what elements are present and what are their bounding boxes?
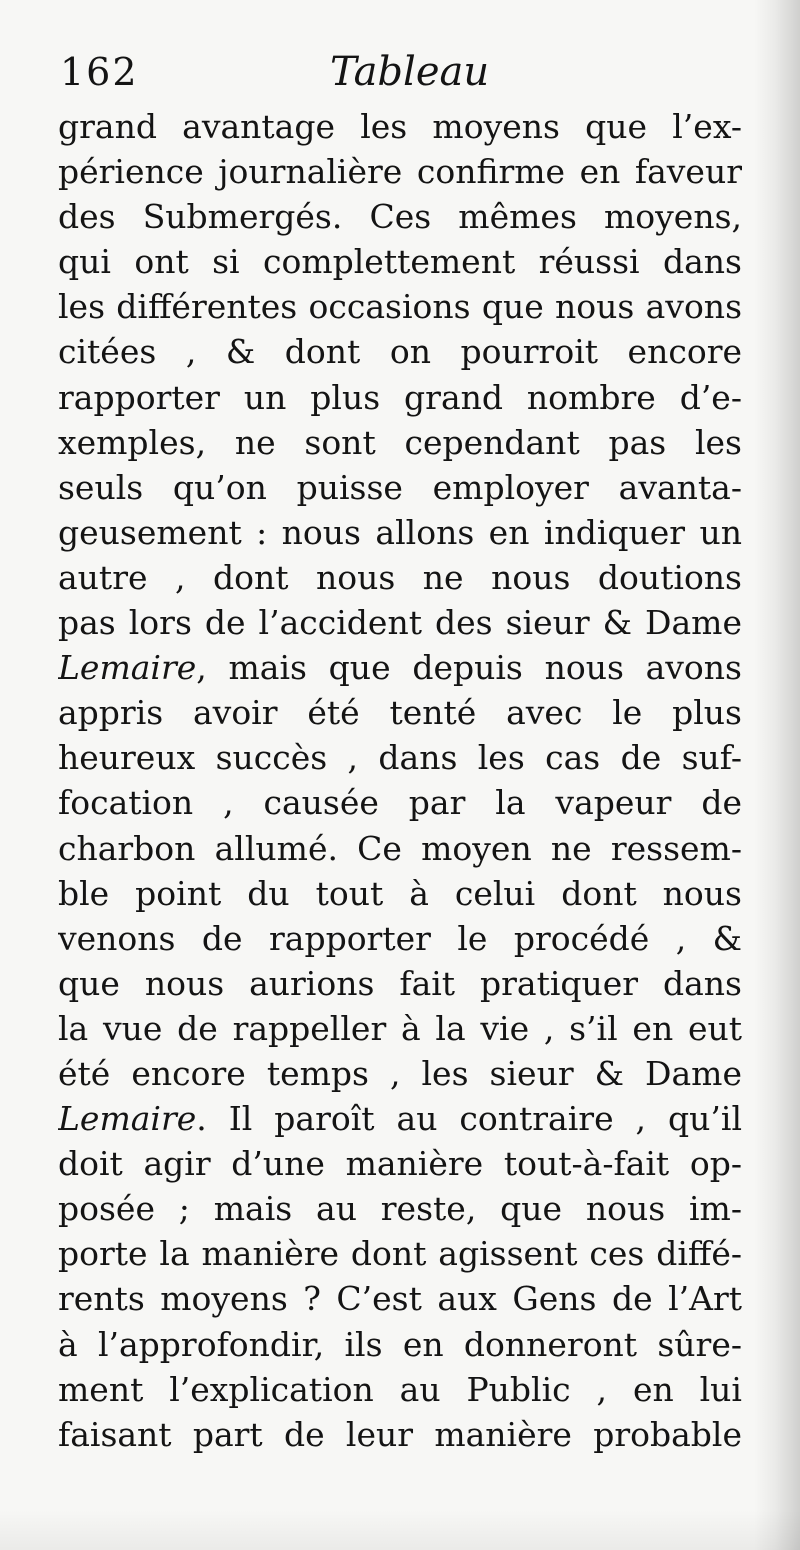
text-line: ble point du tout à celui dont nous	[58, 873, 742, 913]
text-line: heureux succès , dans les cas de suf-	[58, 738, 742, 778]
text-line: rents moyens ? C’est aux Gens de l’Art	[58, 1279, 742, 1319]
text-line: périence journalière confirme en faveur	[58, 152, 742, 192]
text-line: charbon allumé. Ce moyen ne ressem-	[58, 828, 742, 868]
text-line: été encore temps , les sieur & Dame	[58, 1053, 742, 1093]
text-line: porte la manière dont agissent ces diffé-	[58, 1234, 742, 1274]
text-line: faisant part de leur manière probable	[58, 1414, 742, 1454]
text-line: geusement : nous allons en indiquer un	[58, 512, 742, 552]
text-line: ment l’explication au Public , en lui	[58, 1369, 742, 1409]
page-header	[60, 42, 740, 102]
running-title: Tableau	[330, 49, 490, 95]
text-line: focation , causée par la vapeur de	[58, 783, 742, 823]
text-line	[58, 1096, 742, 1141]
text-line: doit agir d’une manière tout-à-fait op-	[58, 1144, 742, 1184]
italic-name: Lemaire	[58, 1099, 197, 1139]
text-line: que nous aurions fait pratiquer dans	[58, 963, 742, 1003]
line-text: , mais que depuis nous avons	[196, 648, 742, 688]
text-line: les différentes occasions que nous avons	[58, 287, 742, 327]
text-line: qui ont si complettement réussi dans	[58, 242, 742, 282]
text-line: grand avantage les moyens que l’ex-	[58, 107, 742, 146]
text-line: seuls qu’on puisse employer avanta-	[58, 467, 742, 507]
text-line: posée ; mais au reste, que nous im-	[58, 1189, 742, 1229]
page-bottom-shadow	[0, 1510, 800, 1550]
page-edge-shadow	[754, 0, 800, 1550]
text-line: autre , dont nous ne nous doutions	[58, 557, 742, 597]
text-line: pas lors de l’accident des sieur & Dame	[58, 603, 742, 643]
text-line: appris avoir été tenté avec le plus	[58, 693, 742, 733]
body-text	[58, 104, 742, 1457]
text-line: à l’approfondir, ils en donneront sûre-	[58, 1324, 742, 1364]
italic-name: Lemaire	[58, 648, 197, 688]
text-line: xemples, ne sont cependant pas les	[58, 422, 742, 462]
text-line: citées , & dont on pourroit encore	[58, 332, 742, 372]
text-line: rapporter un plus grand nombre d’e-	[58, 377, 742, 417]
line-text: . Il paroît au contraire , qu’il	[196, 1099, 742, 1139]
text-line: des Submergés. Ces mêmes moyens,	[58, 197, 742, 237]
text-line: venons de rapporter le procédé , &	[58, 918, 742, 958]
text-line	[58, 645, 742, 690]
text-line: la vue de rappeller à la vie , s’il en eut	[58, 1008, 742, 1048]
page-number: 162	[60, 50, 139, 94]
